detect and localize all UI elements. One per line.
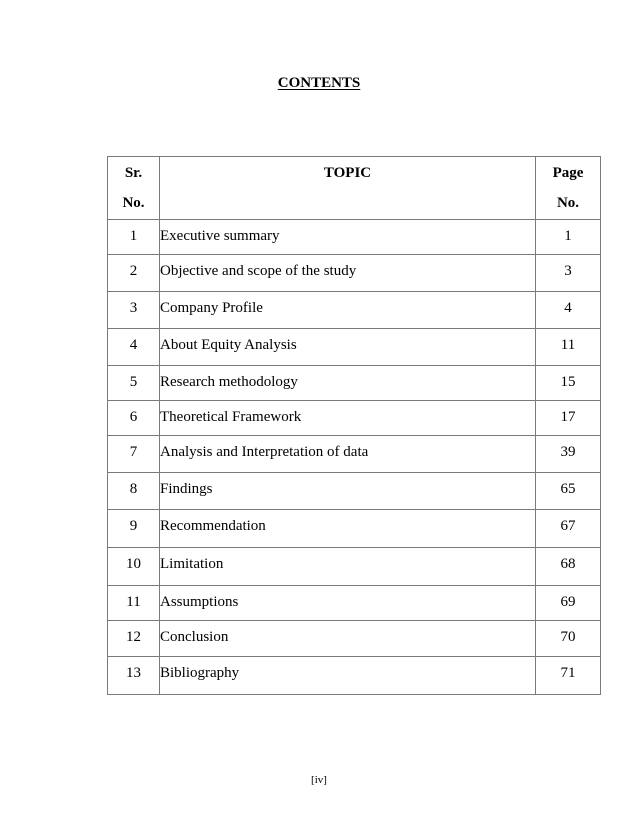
row-page-no: 17 bbox=[536, 401, 601, 436]
row-sr-no: 12 bbox=[108, 621, 160, 657]
row-sr-no: 7 bbox=[108, 436, 160, 473]
row-page-no: 1 bbox=[536, 220, 601, 255]
row-topic: Theoretical Framework bbox=[160, 401, 536, 436]
table-row bbox=[108, 220, 601, 255]
row-page-no: 69 bbox=[536, 586, 601, 621]
header-topic bbox=[160, 157, 536, 220]
table-row bbox=[108, 621, 601, 657]
table-row bbox=[108, 329, 601, 366]
row-page-no: 11 bbox=[536, 329, 601, 366]
row-page-no: 67 bbox=[536, 510, 601, 548]
table-row bbox=[108, 657, 601, 695]
table-row bbox=[108, 510, 601, 548]
row-topic: Findings bbox=[160, 473, 536, 510]
row-sr-no: 4 bbox=[108, 329, 160, 366]
page-number-footer: [iv] bbox=[311, 774, 327, 786]
row-page-no: 70 bbox=[536, 621, 601, 657]
row-topic: Assumptions bbox=[160, 586, 536, 621]
header-sr-line2: No. bbox=[122, 195, 145, 211]
contents-table bbox=[107, 156, 601, 695]
contents-heading: CONTENTS bbox=[277, 75, 361, 91]
row-topic: Bibliography bbox=[160, 657, 536, 695]
row-topic: Executive summary bbox=[160, 220, 536, 255]
table-row bbox=[108, 473, 601, 510]
row-sr-no: 9 bbox=[108, 510, 160, 548]
table-row bbox=[108, 548, 601, 586]
table-row bbox=[108, 436, 601, 473]
header-page-line1: Page bbox=[552, 165, 584, 181]
header-page-no bbox=[536, 157, 601, 220]
table-row bbox=[108, 366, 601, 401]
header-sr-no bbox=[108, 157, 160, 220]
table-row bbox=[108, 586, 601, 621]
row-sr-no: 3 bbox=[108, 292, 160, 329]
row-sr-no: 6 bbox=[108, 401, 160, 436]
row-topic: Limitation bbox=[160, 548, 536, 586]
header-sr-line1: Sr. bbox=[124, 165, 143, 181]
table-row bbox=[108, 255, 601, 292]
header-page-line2: No. bbox=[556, 195, 580, 211]
row-topic: Research methodology bbox=[160, 366, 536, 401]
row-topic: About Equity Analysis bbox=[160, 329, 536, 366]
row-topic: Conclusion bbox=[160, 621, 536, 657]
row-page-no: 71 bbox=[536, 657, 601, 695]
row-page-no: 4 bbox=[536, 292, 601, 329]
row-topic: Objective and scope of the study bbox=[160, 255, 536, 292]
row-page-no: 65 bbox=[536, 473, 601, 510]
row-sr-no: 10 bbox=[108, 548, 160, 586]
row-sr-no: 1 bbox=[108, 220, 160, 255]
row-sr-no: 5 bbox=[108, 366, 160, 401]
table-row bbox=[108, 401, 601, 436]
row-sr-no: 11 bbox=[108, 586, 160, 621]
row-sr-no: 13 bbox=[108, 657, 160, 695]
row-page-no: 68 bbox=[536, 548, 601, 586]
table-row bbox=[108, 292, 601, 329]
header-topic-label: TOPIC bbox=[323, 165, 372, 181]
row-sr-no: 2 bbox=[108, 255, 160, 292]
row-page-no: 15 bbox=[536, 366, 601, 401]
row-topic: Company Profile bbox=[160, 292, 536, 329]
row-sr-no: 8 bbox=[108, 473, 160, 510]
row-topic: Analysis and Interpretation of data bbox=[160, 436, 536, 473]
row-topic: Recommendation bbox=[160, 510, 536, 548]
row-page-no: 39 bbox=[536, 436, 601, 473]
row-page-no: 3 bbox=[536, 255, 601, 292]
table-header-row bbox=[108, 157, 601, 220]
table-body bbox=[108, 220, 601, 695]
